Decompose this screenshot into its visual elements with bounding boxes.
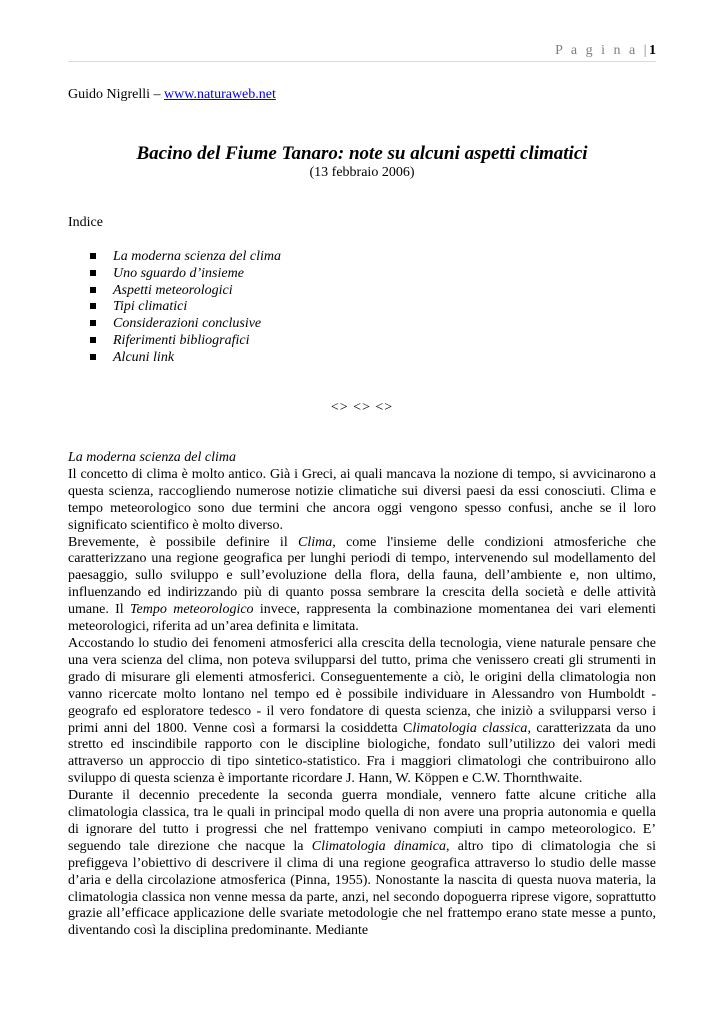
author-name: Guido Nigrelli – — [68, 87, 165, 102]
bullet-square-icon — [90, 337, 96, 343]
index-list — [88, 249, 281, 367]
bullet-square-icon — [90, 354, 96, 360]
paragraph-text: invece, rappresenta la combinazione momentanea dei vari elementi meteorologici, riferita ad un’area definita e limitata. — [68, 602, 656, 635]
bullet-square-icon — [90, 253, 96, 259]
section-title: La moderna scienza del clima — [68, 450, 236, 465]
paragraph — [68, 788, 656, 940]
bullet-square-icon — [90, 287, 96, 293]
bullet-square-icon — [90, 320, 96, 326]
page-header — [555, 43, 656, 59]
index-item[interactable] — [88, 283, 281, 300]
section-separator: <> <> <> — [330, 400, 394, 415]
paragraph-text: , caratterizzata da uno stretto ed inscindibile rapporto con le discipline biologiche, fondato sull’utilizzo dei valori medi attraverso un approccio di tipo sintetico-statistico. Fra i maggiori climatologi che contribuirono allo sviluppo di questa scienza è importante ricordare J. Hann, W. Köppen e C.W. Thornthwaite. — [68, 720, 656, 787]
emphasis-text: limatologia classica — [412, 720, 528, 736]
paragraph-text: Durante il decennio precedente la seconda guerra mondiale, vennero fatte alcune critiche alla climatologia classica, tra le quali in principal modo quella di non avere una propria autonomia e quella di ignorare del tutto i progressi che nel frattempo venivano compiuti in campo meteorologico. E’ seguendo tale direzione che nacque la — [68, 788, 656, 854]
index-item-label: Riferimenti bibliografici — [113, 332, 250, 348]
paragraph-text: Brevemente, è possibile definire il — [68, 534, 299, 550]
index-item[interactable] — [88, 249, 281, 266]
paragraph-text: Accostando lo studio dei fenomeni atmosferici alla crescita della tecnologia, viene naturale pensare che una vera scienza del clima, non poteva svilupparsi del tutto, prima che venissero creati gli strumenti in grado di misurare gli elementi atmosferici. Conseguentemente a ciò, le origini della climatologia non vanno ricercate molto lontano nel tempo ed è possibile individuare in Alessandro von Humboldt - geografo ed esploratore tedesco - il vero fondatore di questa scienza, che iniziò a svilupparsi verso i primi anni del 1800. Venne così a formarsi la cosiddetta C — [68, 635, 656, 736]
paragraph-text: , come l'insieme delle condizioni atmosferiche che caratterizzano una regione geografica per lunghi periodi di tempo, intervenendo sul modellamento del paesaggio, sullo sviluppo e sull’evoluzione della flora, della fauna, dell’ambiente e, non ultimo, influenzando ed indirizzando più di quanto possa sembrare la crescita della società e delle attività umane. Il — [68, 534, 656, 618]
author-website-link[interactable]: www.naturaweb.net — [164, 87, 276, 102]
bullet-square-icon — [90, 270, 96, 276]
author-line — [68, 87, 276, 103]
section-body — [68, 450, 656, 940]
paragraph — [68, 535, 656, 636]
index-item-label: Alcuni link — [113, 349, 175, 365]
document-title: Bacino del Fiume Tanaro: note su alcuni aspetti climatici — [136, 143, 588, 164]
index-item[interactable] — [88, 350, 281, 367]
page-label: P a g i n a — [555, 43, 638, 58]
index-item-label: La moderna scienza del clima — [113, 249, 281, 264]
header-rule — [68, 61, 656, 62]
emphasis-text: Climatologia dinamica — [311, 838, 447, 854]
index-heading: Indice — [68, 215, 103, 230]
bullet-square-icon — [90, 303, 96, 309]
index-item-label: Considerazioni conclusive — [113, 316, 262, 332]
index-item[interactable] — [88, 333, 281, 350]
page-separator: | — [643, 43, 649, 58]
emphasis-text: Clima — [298, 534, 333, 550]
paragraph: Il concetto di clima è molto antico. Già i Greci, ai quali mancava la nozione di tempo, si avvicinarono a questa scienza, raccogliendo numerose notizie climatiche sui diversi paesi da essi conosciuti. Clima e tempo meteorologico sono due termini che ancora oggi vengono spesso confusi, anche se il loro significato scientifico è molto diverso. — [68, 466, 656, 533]
paragraph — [68, 636, 656, 788]
index-item-label: Tipi climatici — [113, 299, 188, 315]
index-item[interactable] — [88, 266, 281, 283]
index-item[interactable] — [88, 299, 281, 316]
index-item-label: Uno sguardo d’insieme — [113, 265, 244, 281]
index-item[interactable] — [88, 316, 281, 333]
index-item-label: Aspetti meteorologici — [113, 282, 233, 298]
page-number: 1 — [649, 43, 656, 58]
paragraph-text: , altro tipo di climatologia che si prefiggeva l’obiettivo di descrivere il clima di una regione geografica attraverso lo studio delle masse d’aria e della circolazione atmosferica (Pinna, 1955). Nonostante la nascita di questa nuova materia, la climatologia classica non venne messa da parte, anzi, nel secondo dopoguerra riprese vigore, soprattutto grazie all’efficace applicazione delle svariate metodologie che nel frattempo erano state messe a punto, diventando così la disciplina predominante. Mediante — [68, 838, 657, 939]
emphasis-text: Tempo meteorologico — [130, 602, 254, 618]
document-date: (13 febbraio 2006) — [309, 165, 415, 180]
